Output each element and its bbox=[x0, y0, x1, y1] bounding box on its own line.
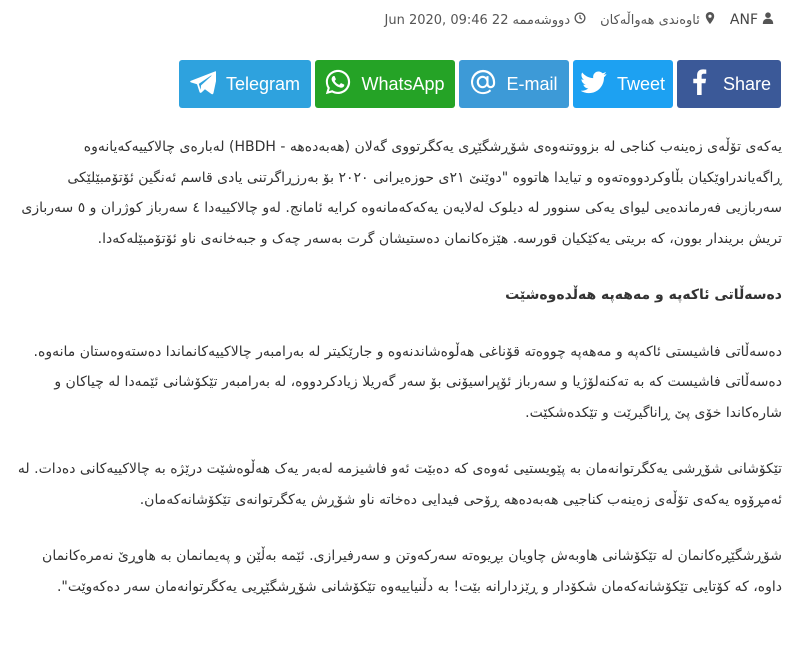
twitter-icon bbox=[581, 69, 607, 100]
publish-date bbox=[385, 12, 587, 28]
paragraph-intro: یەکەی تۆڵەی زەینەب کناجی لە بزووتنەوەی شۆڕشگێڕی یەکگرتووی گەلان (هەبەدەهە - HBDH) لەبارەی چالاکییەکەیانەوە ڕاگەیاندراوێکیان بڵاوکردووەتەوە و تیایدا هاتووە "دوێنێ ٢١ی حوزەیرانی ٢٠٢٠ بۆ بەرزڕاگرتنی یادی قاسم ئەنگین ئۆتۆمبێلێکی سەربازیی فەرماندەیی لیوای یەکی سنوور لە دیلوک لەلایەن یەکەکەمانەوە کرایە ئامانج. لەو چالاکییەدا ٤ سەرباز کوژران و ٥ سەربازی تریش بریندار بوون، کە بریتی یەکێکیان قورسە. هێزەکانمان دەستیشان گرت بەسەر چەک و جبەخانەی ناو ئۆتۆمبێلەکەدا. bbox=[21, 139, 782, 247]
clock-icon bbox=[574, 12, 586, 28]
article-body bbox=[12, 132, 782, 628]
article-meta bbox=[385, 12, 774, 28]
share-bar bbox=[179, 60, 781, 108]
author-name[interactable]: ANF bbox=[729, 12, 758, 28]
day-label: دووشەممە bbox=[512, 12, 571, 28]
paragraph-government: دەسەڵاتی فاشیستی ئاکەپە و مەهەپە چووەتە قۆناغی هەڵوەشاندنەوە و جارێکیتر لە بەرامبەر چالاکییەکانماندا دەستەوەستان مانەوە. دەسەڵاتی فاشیست کە بە تەکنەلۆژیا و سەرباز ئۆپراسیۆنی بۆ سەر گەریلا زیادکردووە، لە بەرامبەر تێکۆشانی ئێمەدا لە چیاکان و شارەکاندا خۆی پێ ڕاناگیرێت و تێکدەشکێت. bbox=[33, 343, 782, 421]
telegram-icon bbox=[190, 69, 216, 100]
telegram-label: Telegram bbox=[225, 73, 301, 94]
share-label: Share bbox=[722, 73, 772, 94]
paragraph-struggle: تێکۆشانی شۆڕشی یەکگرتوانەمان بە پێویستیی ئەوەی کە دەبێت ئەو فاشیزمە لەبەر یەک هەڵوەشێت درێژە بە چالاکییەکانی دەدات. لە ئەمڕۆوە یەکەی تۆڵەی زەینەب کناجیی هەبەدەهە ڕۆحی فیدایی دەخاتە ناو شۆڕش یەکگرتوانەی تێکۆشانەکەمان. bbox=[17, 461, 782, 508]
map-marker-icon bbox=[704, 12, 716, 28]
email-label: E-mail bbox=[506, 73, 558, 94]
telegram-share-button[interactable] bbox=[179, 60, 311, 108]
user-icon bbox=[762, 12, 774, 28]
datetime-label: Jun 2020, 09:46 22 bbox=[384, 12, 509, 28]
facebook-icon bbox=[687, 69, 713, 100]
at-sign-icon bbox=[470, 69, 496, 100]
author-byline bbox=[730, 12, 774, 28]
section-heading: دەسەڵاتی ئاکەپە و مەهەپە هەڵدەوەشێت bbox=[505, 287, 782, 303]
twitter-share-button[interactable] bbox=[573, 60, 673, 108]
whatsapp-icon bbox=[325, 69, 351, 100]
whatsapp-share-button[interactable] bbox=[315, 60, 455, 108]
tweet-label: Tweet bbox=[616, 73, 666, 94]
paragraph-closing: شۆڕشگێڕەکانمان لە تێکۆشانی هاوبەش چاویان بڕیوەتە سەرکەوتن و سەرفیرازی. ئێمە بەڵێن و پەیمانمان بە هاوڕێ نەمرەکانمان داوە، کە کۆتایی تێکۆشانەکەمان شکۆدار و ڕێزدارانە بێت! بە دڵنیاییەوە تێکۆشانی شۆڕشگێڕیی یەکگرتوانەمان سەر دەکەوێت". bbox=[42, 548, 782, 595]
location-label[interactable]: ئاوەندی هەواڵەکان bbox=[600, 12, 700, 28]
location bbox=[600, 12, 716, 28]
facebook-share-button[interactable] bbox=[677, 60, 781, 108]
whatsapp-label: WhatsApp bbox=[361, 73, 445, 94]
email-share-button[interactable] bbox=[459, 60, 569, 108]
